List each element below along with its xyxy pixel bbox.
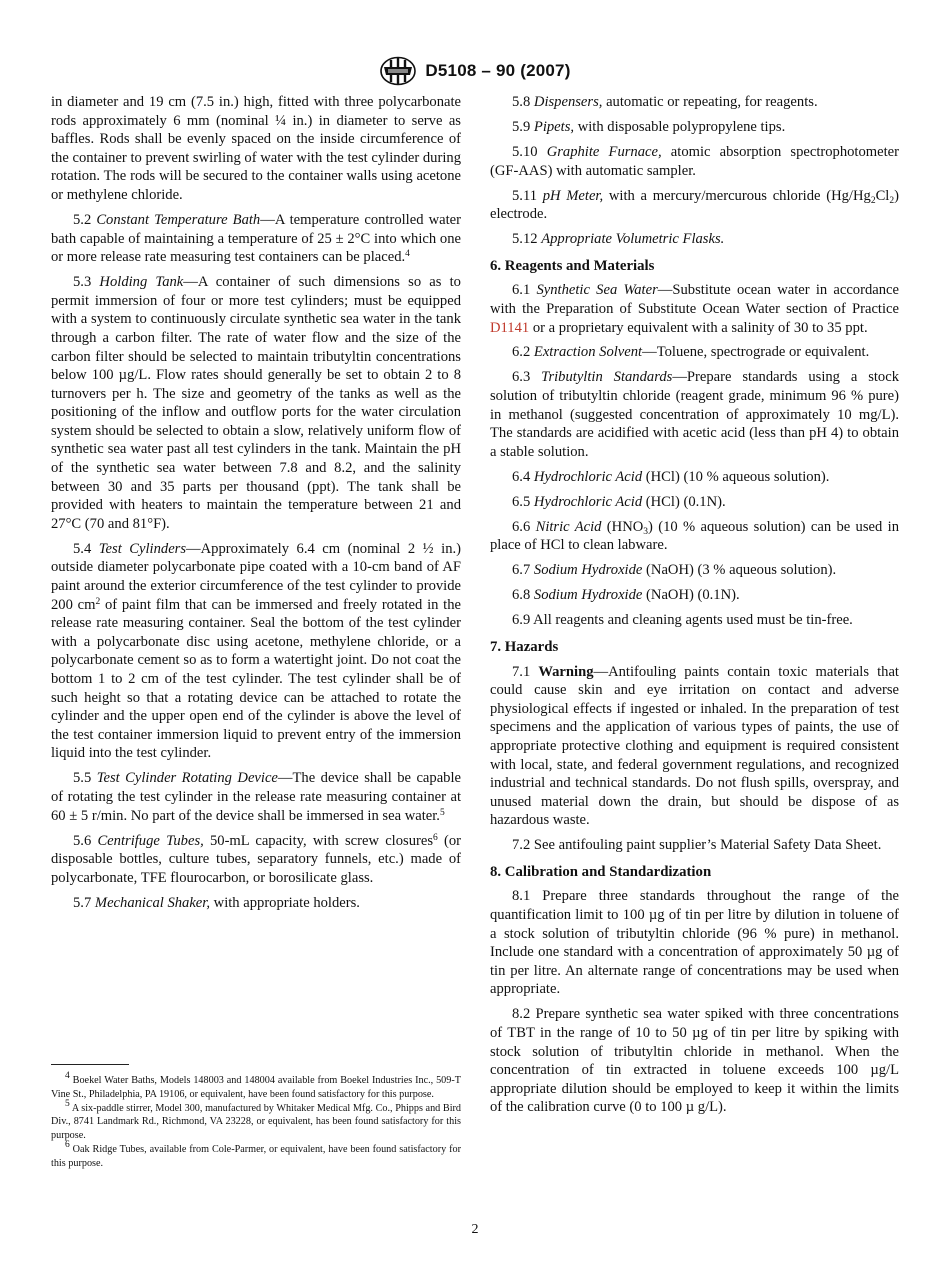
- section-heading-8: 8. Calibration and Standardization: [490, 863, 712, 880]
- practice-d1141-link[interactable]: D1141: [490, 319, 530, 336]
- paragraph-6-5: 6.5 Hydrochloric Acid (HCl) (0.1N).: [512, 493, 726, 510]
- page-header: [0, 56, 950, 86]
- footnote-divider: [51, 1064, 129, 1065]
- paragraph-6-7: 6.7 Sodium Hydroxide (NaOH) (3 % aqueous solution).: [512, 562, 837, 579]
- astm-logo-icon: [379, 56, 417, 86]
- footnote-ref: 5: [439, 807, 445, 818]
- section-heading-7: 7. Hazards: [490, 638, 559, 655]
- paragraph-6-1: 6.1 Synthetic Sea Water—Substitute ocean water in accordance with the Preparation of Substitute Ocean Water section of Practice D1141 or a proprietary equivalent with a salinity of 30 to 35 ppt.: [490, 282, 899, 336]
- document-id: D5108 – 90 (2007): [425, 61, 571, 80]
- footnote-ref: 4: [405, 249, 410, 260]
- paragraph-6-4: 6.4 Hydrochloric Acid (HCl) (10 % aqueous solution).: [512, 468, 830, 485]
- paragraph-7-2: 7.2 See antifouling paint supplier’s Material Safety Data Sheet.: [512, 837, 882, 854]
- paragraph-5-3: 5.3 Holding Tank—A container of such dimensions so as to permit immersion of four or more test cylinders; must be equipped with a system to continuously circulate synthetic sea water in the tank through a carbon filter. The rate of water flow and the size of the carbon filter should be selected to maintain tributyltin concentrations below 100 µg/L. Flow rates should generally be set to obtain 2 to 8 turnovers per h. The size and geometry of the tanks as well as the positioning of the inflow and outflow ports for the water circulation system should be selected to obtain a slow, relatively uniform flow of synthetic sea water past all test cylinders in the tank. Maintain the pH of the synthetic sea water between 7.8 and 8.2, and the salinity between 30 and 35 parts per thousand (ppt). The tank shall be provided with heaters to maintain the temperature between 21 and 27°C (70 and 81°F).: [51, 274, 461, 532]
- paragraph-5-7: 5.7 Mechanical Shaker, with appropriate holders.: [73, 894, 360, 911]
- footnote-ref: 6: [433, 832, 438, 843]
- paragraph-7-1: 7.1 Warning—Antifouling paints contain toxic materials that could cause skin and eye irritation on contact and adverse physiological effects if ingested or inhaled. In the preparation of test specimens and the application of various types of paints, the use of appropriate protective clothing and equipment is required consistent with local, state, and federal government regulations, and recognized industrial and technical standards. Do not flush spills, overspray, and unused material down the drain, but should be dispose of as hazardous waste.: [490, 663, 899, 829]
- paragraph-8-1: 8.1 Prepare three standards throughout the range of the quantification limit to 100 µg of tin per litre by dilution in toluene of a stock solution of tributyltin chloride (96 % pure) in methanol. Include one standard with a concentration of approximately 50 µg of tin per litre. An alternate range of concentrations may be used when appropriate.: [490, 888, 899, 998]
- paragraph-6-9: 6.9 All reagents and cleaning agents used must be tin-free.: [512, 612, 853, 629]
- footnote-6: $^6$ Oak Ridge Tubes, available from Cole-Parmer, or equivalent, have been found satisfactory for this purpose.: [51, 1139, 461, 1169]
- footnotes: [51, 1071, 462, 1171]
- page-number: 2: [471, 1222, 479, 1237]
- paragraph-5-10: 5.10 Graphite Furnace, atomic absorption spectrophotometer (GF-AAS) with automatic sampler.: [490, 143, 900, 179]
- section-heading-6: 6. Reagents and Materials: [490, 257, 655, 274]
- footnote-4: $^4$ Boekel Water Baths, Models 148003 and 148004 available from Boekel Industries Inc., 509-T Vine St., Philadelphia, PA 19106, or equivalent, have been found satisfactory for this purpose.: [51, 1071, 461, 1100]
- paragraph-6-2: 6.2 Extraction Solvent—Toluene, spectrograde or equivalent.: [512, 344, 870, 361]
- paragraph-5-12: 5.12 Appropriate Volumetric Flasks.: [512, 231, 725, 248]
- paragraph-6-8: 6.8 Sodium Hydroxide (NaOH) (0.1N).: [512, 587, 740, 604]
- left-column: [51, 93, 461, 919]
- paragraph-5-9: 5.9 Pipets, with disposable polypropylene tips.: [512, 118, 786, 135]
- paragraph-5-11: 5.11 pH Meter, with a mercury/mercurous chloride $(Hg/Hg_2Cl_2)$ electrode.: [490, 187, 899, 223]
- paragraph-5-8: 5.8 Dispensers, automatic or repeating, for reagents.: [512, 94, 818, 110]
- right-column: [490, 93, 899, 1123]
- paragraph-5-4: 5.4 Test Cylinders—Approximately 6.4 cm (nominal 2 ½ in.) outside diameter polycarbonate pipe coated with a 10-cm band of AF paint around the exterior circumference of the test cylinder to provide 200 $cm^2$ of paint film that can be immersed and freely rotated in the release rate measuring container. Seal the bottom of the test cylinder with a polycarbonate disc using acetone, methylene chloride, or a polycarbonate cement so as to form a watertight joint. Do not coat the bottom 1 to 2 cm of the test cylinder. The test cylinder shall be of such height so that a rotating device can be attached to rotate the cylinder and the upper open end of the cylinder is above the level of the test container immersion liquid to prevent entry of the immersion liquid into the test cylinder.: [51, 540, 461, 762]
- footnote-5: $^5$ A six-paddle stirrer, Model 300, manufactured by Whitaker Medical Mfg. Co., Phipps and Bird Div., 8741 Landmark Rd., Richmond, VA 23228, or equivalent, has been found satisfactory for this purpose.: [51, 1098, 462, 1142]
- paragraph-5-5: 5.5 Test Cylinder Rotating Device—The device shall be capable of rotating the test cylinder in the release rate measuring container at 60 ± 5 r/min. No part of the device shall be immersed in sea water.$^5$: [51, 770, 462, 824]
- paragraph-5-6: 5.6 Centrifuge Tubes, 50-mL capacity, with screw closures$^6$ (or disposable bottles, culture tubes, separatory funnels, etc.) made of polycarbonate, TFE flourocarbon, or borosilicate glass.: [51, 832, 461, 886]
- paragraph-5-1-continued: in diameter and 19 cm (7.5 in.) high, fitted with three polycarbonate rods approximately 6 mm (nominal ¼ in.) in diameter to serve as baffles. Rods shall be evenly spaced on the inside circumference of the container to prevent swirling of water with the test cylinder during rotation. The rods will be secured to the container walls using acetone or methylene chloride.: [51, 94, 461, 203]
- paragraph-6-6: 6.6 Nitric Acid $(HNO_3)$ (10 % aqueous solution) can be used in place of HCl to clean labware.: [490, 518, 899, 554]
- paragraph-6-3: 6.3 Tributyltin Standards—Prepare standards using a stock solution of tributyltin chloride (reagent grade, minimum 96 % pure) in methanol (suggested concentration of approximately 10 mg/L). The standards are acidified with acetic acid (less than pH 4) to obtain a stable solution.: [490, 369, 900, 460]
- paragraph-5-2: 5.2 Constant Temperature Bath—A temperature controlled water bath capable of maintaining a temperature of 25 ± 2°C into which one or more release rate measuring test containers can be placed.$^4$: [51, 211, 461, 266]
- paragraph-8-2: 8.2 Prepare synthetic sea water spiked with three concentrations of TBT in the range of 10 to 50 µg of tin per litre by spiking with stock solution of tributyltin chloride in methanol. When the concentration of tin extracted in toluene exceeds 100 µg/L appropriate dilution should be employed to keep it within the limits of the calibration curve (0 to 100 µ g/L).: [490, 1006, 899, 1116]
